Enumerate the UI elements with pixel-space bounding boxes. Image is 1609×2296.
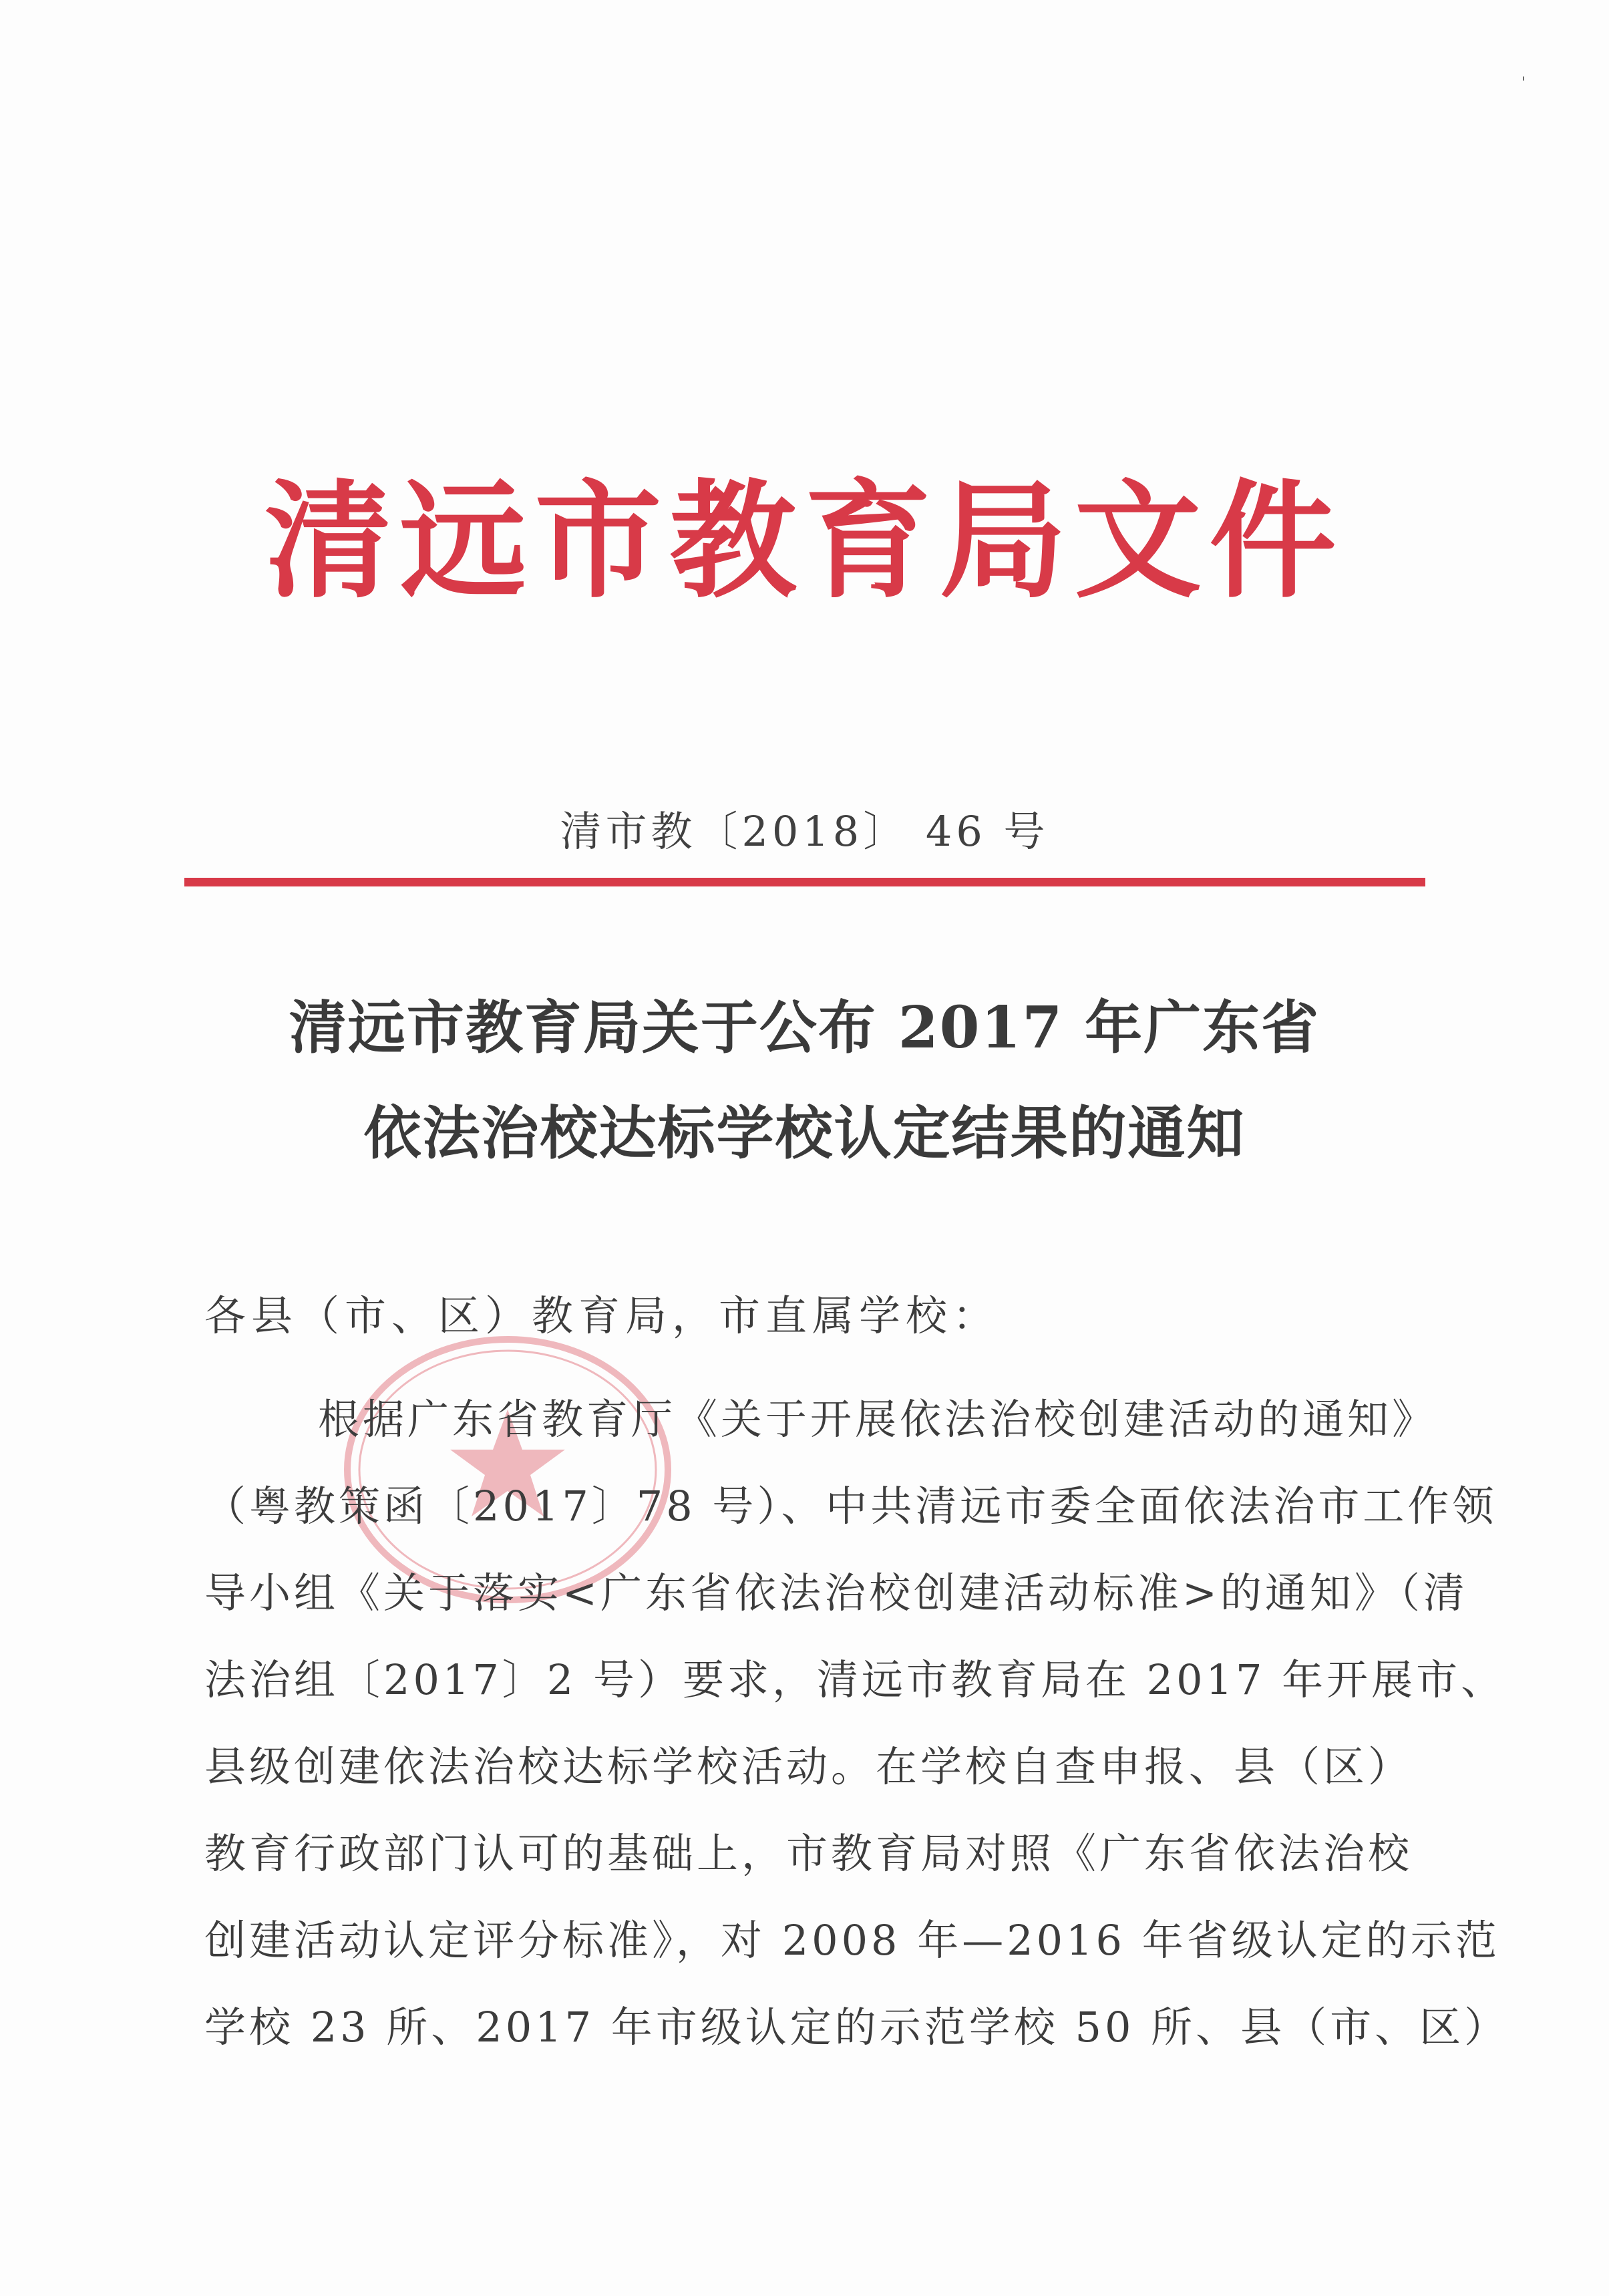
red-divider-line bbox=[184, 878, 1425, 886]
corner-mark: ' bbox=[1522, 75, 1526, 92]
body-line: 学校 23 所、2017 年市级认定的示范学校 50 所、县（市、区） bbox=[204, 2003, 1509, 2052]
body-line: 法治组〔2017〕2 号）要求，清远市教育局在 2017 年开展市、 bbox=[204, 1655, 1506, 1704]
body-line: （粤教策函〔2017〕78 号）、中共清远市委全面依法治市工作领 bbox=[204, 1482, 1497, 1530]
notice-title-line-1: 清远市教育局关于公布 2017 年广东省 bbox=[289, 994, 1320, 1061]
body-line: 导小组《关于落实<广东省依法治校创建活动标准>的通知》（清 bbox=[204, 1569, 1468, 1617]
notice-title-line-2: 依法治校达标学校认定结果的通知 bbox=[363, 1100, 1246, 1167]
addressee-line: 各县（市、区）教育局，市直属学校： bbox=[204, 1291, 1000, 1340]
notice-title bbox=[0, 975, 1609, 1186]
document-number: 清市教〔2018〕 46 号 bbox=[560, 807, 1049, 856]
body-line: 创建活动认定评分标准》，对 2008 年—2016 年省级认定的示范 bbox=[204, 1916, 1500, 1965]
body-line: 根据广东省教育厅《关于开展依法治校创建活动的通知》 bbox=[318, 1395, 1437, 1444]
document-header-title: 清远市教育局文件 bbox=[264, 466, 1345, 615]
notice-body bbox=[204, 1376, 1509, 2071]
body-line: 县级创建依法治校达标学校活动。在学校自查申报、县（区） bbox=[204, 1742, 1413, 1791]
body-line: 教育行政部门认可的基础上，市教育局对照《广东省依法治校 bbox=[204, 1829, 1413, 1878]
